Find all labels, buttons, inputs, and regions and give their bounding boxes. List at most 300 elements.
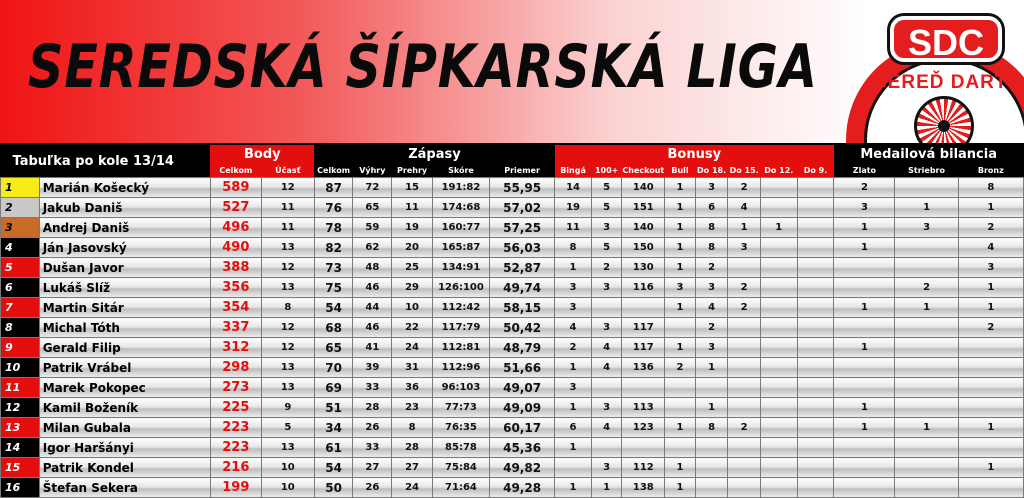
column-header: Skóre [432,164,489,178]
player-name: Michal Tóth [39,318,210,338]
rank-cell: 14 [1,438,40,458]
cell-do15 [728,258,761,278]
cell-do9 [797,278,834,298]
cell-ucast: 10 [261,478,314,498]
group-header-body: Body [210,145,314,164]
cell-vyhry: 46 [353,278,392,298]
player-name: Gerald Filip [39,338,210,358]
cell-binga: 8 [555,238,592,258]
cell-binga: 1 [555,358,592,378]
cell-vyhry: 33 [353,378,392,398]
cell-skore: 96:103 [432,378,489,398]
column-header: Výhry [353,164,392,178]
cell-striebro [895,378,958,398]
cell-celkom: 87 [314,178,353,198]
rank-cell: 2 [1,198,40,218]
cell-ucast: 11 [261,198,314,218]
cell-ucast: 8 [261,298,314,318]
cell-do9 [797,458,834,478]
cell-binga: 2 [555,338,592,358]
cell-s100 [591,298,622,318]
cell-pts: 589 [210,178,261,198]
cell-bull: 1 [665,458,696,478]
cell-do12 [760,438,797,458]
cell-do9 [797,318,834,338]
cell-zlato [834,378,895,398]
rank-cell: 13 [1,418,40,438]
cell-do15 [728,478,761,498]
cell-zlato: 1 [834,338,895,358]
cell-ucast: 13 [261,238,314,258]
cell-priemer: 57,02 [489,198,554,218]
cell-s100 [591,378,622,398]
cell-bull: 3 [665,278,696,298]
cell-ucast: 12 [261,178,314,198]
player-name: Dušan Javor [39,258,210,278]
table-row [1,238,1024,258]
cell-do18: 4 [695,298,728,318]
player-name: Martin Sitár [39,298,210,318]
cell-binga: 1 [555,258,592,278]
cell-do15 [728,458,761,478]
cell-pts: 356 [210,278,261,298]
rank-cell: 9 [1,338,40,358]
table-row [1,338,1024,358]
cell-do18 [695,478,728,498]
table-row [1,378,1024,398]
cell-s100: 3 [591,398,622,418]
cell-s100: 3 [591,458,622,478]
cell-checkout: 117 [622,318,665,338]
rank-cell: 6 [1,278,40,298]
cell-priemer: 49,74 [489,278,554,298]
cell-celkom: 54 [314,458,353,478]
cell-do9 [797,478,834,498]
cell-pts: 527 [210,198,261,218]
cell-bronz [958,398,1023,418]
cell-prehry: 20 [392,238,433,258]
cell-do18: 2 [695,258,728,278]
column-header: 100+ [591,164,622,178]
cell-do18: 6 [695,198,728,218]
cell-bull [665,378,696,398]
cell-do15: 4 [728,198,761,218]
cell-celkom: 78 [314,218,353,238]
cell-ucast: 13 [261,438,314,458]
cell-striebro [895,438,958,458]
cell-pts: 490 [210,238,261,258]
cell-do9 [797,418,834,438]
cell-prehry: 29 [392,278,433,298]
cell-checkout: 123 [622,418,665,438]
cell-do12 [760,338,797,358]
cell-ucast: 13 [261,278,314,298]
cell-striebro: 1 [895,198,958,218]
cell-priemer: 55,95 [489,178,554,198]
cell-skore: 112:96 [432,358,489,378]
cell-do9 [797,398,834,418]
cell-do12 [760,238,797,258]
cell-skore: 134:91 [432,258,489,278]
cell-do9 [797,338,834,358]
cell-do15: 2 [728,418,761,438]
cell-checkout: 140 [622,218,665,238]
cell-s100: 5 [591,198,622,218]
cell-do18: 8 [695,238,728,258]
player-name: Igor Haršányi [39,438,210,458]
rank-cell: 7 [1,298,40,318]
table-row [1,418,1024,438]
cell-celkom: 75 [314,278,353,298]
cell-do15 [728,438,761,458]
cell-vyhry: 62 [353,238,392,258]
standings-body [1,178,1024,498]
cell-priemer: 52,87 [489,258,554,278]
cell-do9 [797,358,834,378]
cell-do15: 2 [728,298,761,318]
cell-zlato: 2 [834,178,895,198]
column-header: Zlato [834,164,895,178]
cell-ucast: 13 [261,378,314,398]
cell-do9 [797,298,834,318]
cell-do9 [797,218,834,238]
cell-zlato [834,458,895,478]
cell-do9 [797,438,834,458]
cell-binga: 1 [555,478,592,498]
cell-vyhry: 26 [353,418,392,438]
cell-skore: 112:81 [432,338,489,358]
cell-skore: 117:79 [432,318,489,338]
cell-do12 [760,298,797,318]
cell-do15: 2 [728,278,761,298]
cell-bronz: 1 [958,198,1023,218]
cell-bull: 1 [665,258,696,278]
cell-bronz [958,338,1023,358]
cell-prehry: 23 [392,398,433,418]
cell-bull: 1 [665,418,696,438]
column-header: Do 18. [695,164,728,178]
cell-priemer: 50,42 [489,318,554,338]
table-row [1,178,1024,198]
cell-celkom: 65 [314,338,353,358]
cell-prehry: 28 [392,438,433,458]
column-header: Do 9. [797,164,834,178]
cell-bronz: 3 [958,258,1023,278]
cell-striebro [895,258,958,278]
table-row [1,358,1024,378]
cell-do18: 8 [695,218,728,238]
cell-bull: 1 [665,198,696,218]
cell-s100: 3 [591,218,622,238]
cell-ucast: 12 [261,338,314,358]
logo-ring-text: SEREĎ DARTS [874,72,1022,93]
cell-pts: 337 [210,318,261,338]
cell-s100: 3 [591,318,622,338]
cell-striebro [895,458,958,478]
cell-priemer: 57,25 [489,218,554,238]
table-row [1,318,1024,338]
cell-zlato [834,278,895,298]
cell-pts: 223 [210,438,261,458]
table-row [1,298,1024,318]
cell-do9 [797,178,834,198]
cell-skore: 174:68 [432,198,489,218]
cell-zlato: 1 [834,418,895,438]
cell-s100: 2 [591,258,622,278]
group-header-bonusy: Bonusy [555,145,834,164]
cell-striebro: 2 [895,278,958,298]
cell-s100: 4 [591,358,622,378]
table-row [1,258,1024,278]
rank-cell: 16 [1,478,40,498]
cell-do12 [760,318,797,338]
cell-checkout: 116 [622,278,665,298]
cell-s100: 3 [591,278,622,298]
rank-cell: 4 [1,238,40,258]
cell-celkom: 70 [314,358,353,378]
cell-priemer: 58,15 [489,298,554,318]
cell-do18: 3 [695,338,728,358]
cell-s100 [591,438,622,458]
cell-do12 [760,378,797,398]
cell-checkout: 140 [622,178,665,198]
cell-vyhry: 48 [353,258,392,278]
cell-do18: 1 [695,358,728,378]
cell-celkom: 54 [314,298,353,318]
cell-prehry: 15 [392,178,433,198]
cell-zlato: 3 [834,198,895,218]
player-name: Marek Pokopec [39,378,210,398]
cell-zlato [834,318,895,338]
cell-bull: 1 [665,478,696,498]
cell-checkout: 113 [622,398,665,418]
cell-do18: 2 [695,318,728,338]
cell-do9 [797,258,834,278]
column-header: Celkom [210,164,261,178]
cell-pts: 298 [210,358,261,378]
cell-vyhry: 28 [353,398,392,418]
player-name: Jakub Daniš [39,198,210,218]
cell-vyhry: 59 [353,218,392,238]
cell-pts: 354 [210,298,261,318]
rank-cell: 11 [1,378,40,398]
cell-ucast: 10 [261,458,314,478]
cell-bull: 1 [665,238,696,258]
cell-ucast: 5 [261,418,314,438]
cell-s100: 5 [591,178,622,198]
cell-bronz: 1 [958,298,1023,318]
cell-do18: 8 [695,418,728,438]
cell-striebro [895,398,958,418]
cell-striebro [895,358,958,378]
cell-celkom: 50 [314,478,353,498]
rank-cell: 3 [1,218,40,238]
cell-bronz: 8 [958,178,1023,198]
cell-checkout [622,378,665,398]
column-header: Checkout [622,164,665,178]
cell-priemer: 56,03 [489,238,554,258]
cell-pts: 199 [210,478,261,498]
cell-vyhry: 72 [353,178,392,198]
cell-skore: 165:87 [432,238,489,258]
cell-do18: 1 [695,398,728,418]
cell-prehry: 22 [392,318,433,338]
cell-striebro [895,338,958,358]
cell-striebro [895,478,958,498]
cell-ucast: 11 [261,218,314,238]
cell-binga: 1 [555,398,592,418]
cell-striebro [895,318,958,338]
cell-striebro [895,178,958,198]
cell-binga: 3 [555,378,592,398]
player-name: Patrik Kondel [39,458,210,478]
cell-do9 [797,378,834,398]
cell-zlato: 1 [834,238,895,258]
cell-skore: 112:42 [432,298,489,318]
cell-prehry: 24 [392,338,433,358]
header-banner [0,0,1024,143]
cell-bull: 1 [665,178,696,198]
cell-s100: 5 [591,238,622,258]
cell-vyhry: 26 [353,478,392,498]
cell-skore: 85:78 [432,438,489,458]
cell-prehry: 31 [392,358,433,378]
cell-do15: 1 [728,218,761,238]
cell-pts: 216 [210,458,261,478]
cell-binga: 3 [555,278,592,298]
player-name: Marián Košecký [39,178,210,198]
cell-ucast: 12 [261,318,314,338]
page-title: SEREDSKÁ ŠÍPKARSKÁ LIGA [28,32,818,102]
cell-do15 [728,378,761,398]
cell-bull [665,398,696,418]
cell-do12 [760,358,797,378]
cell-bronz [958,378,1023,398]
rank-cell: 8 [1,318,40,338]
cell-priemer: 48,79 [489,338,554,358]
cell-pts: 225 [210,398,261,418]
cell-celkom: 61 [314,438,353,458]
cell-do15: 3 [728,238,761,258]
cell-zlato [834,258,895,278]
cell-do9 [797,238,834,258]
cell-priemer: 49,09 [489,398,554,418]
cell-bronz [958,358,1023,378]
cell-vyhry: 33 [353,438,392,458]
column-header: Striebro [895,164,958,178]
cell-do18 [695,378,728,398]
cell-binga: 3 [555,298,592,318]
cell-do12 [760,198,797,218]
cell-skore: 77:73 [432,398,489,418]
cell-skore: 191:82 [432,178,489,198]
cell-priemer: 60,17 [489,418,554,438]
table-row [1,218,1024,238]
cell-bronz: 2 [958,218,1023,238]
cell-do12 [760,398,797,418]
column-header: Do 12. [760,164,797,178]
column-header: Bronz [958,164,1023,178]
player-name: Andrej Daniš [39,218,210,238]
cell-prehry: 36 [392,378,433,398]
cell-striebro [895,238,958,258]
cell-vyhry: 41 [353,338,392,358]
cell-ucast: 9 [261,398,314,418]
table-caption: Tabuľka po kole 13/14 [1,145,211,178]
cell-striebro: 1 [895,298,958,318]
cell-pts: 388 [210,258,261,278]
cell-skore: 126:100 [432,278,489,298]
column-header: Priemer [489,164,554,178]
cell-checkout: 136 [622,358,665,378]
cell-prehry: 24 [392,478,433,498]
cell-vyhry: 27 [353,458,392,478]
cell-bronz: 1 [958,278,1023,298]
cell-do15 [728,398,761,418]
cell-checkout [622,298,665,318]
column-header: Do 15. [728,164,761,178]
cell-do15: 2 [728,178,761,198]
cell-do12 [760,278,797,298]
cell-do12 [760,478,797,498]
table-row [1,198,1024,218]
column-header: Celkom [314,164,353,178]
table-row [1,438,1024,458]
cell-bronz: 1 [958,418,1023,438]
rank-cell: 10 [1,358,40,378]
cell-do12 [760,418,797,438]
cell-bull [665,438,696,458]
cell-zlato [834,438,895,458]
table-row [1,478,1024,498]
column-header: Prehry [392,164,433,178]
cell-zlato: 1 [834,398,895,418]
cell-striebro: 3 [895,218,958,238]
column-header: Účasť [261,164,314,178]
cell-binga: 14 [555,178,592,198]
cell-celkom: 34 [314,418,353,438]
cell-pts: 223 [210,418,261,438]
rank-cell: 15 [1,458,40,478]
cell-checkout [622,438,665,458]
cell-priemer: 51,66 [489,358,554,378]
table-row [1,398,1024,418]
cell-do15 [728,358,761,378]
cell-prehry: 25 [392,258,433,278]
rank-cell: 12 [1,398,40,418]
cell-bull: 1 [665,338,696,358]
cell-bronz: 4 [958,238,1023,258]
cell-ucast: 12 [261,258,314,278]
cell-do12: 1 [760,218,797,238]
cell-prehry: 10 [392,298,433,318]
cell-skore: 75:84 [432,458,489,478]
cell-prehry: 19 [392,218,433,238]
cell-do9 [797,198,834,218]
cell-vyhry: 39 [353,358,392,378]
cell-skore: 76:35 [432,418,489,438]
cell-bull: 1 [665,218,696,238]
cell-bronz [958,478,1023,498]
standings-table [0,145,1024,498]
cell-priemer: 49,28 [489,478,554,498]
cell-priemer: 45,36 [489,438,554,458]
cell-celkom: 51 [314,398,353,418]
cell-zlato [834,358,895,378]
cell-vyhry: 46 [353,318,392,338]
cell-celkom: 82 [314,238,353,258]
cell-celkom: 76 [314,198,353,218]
